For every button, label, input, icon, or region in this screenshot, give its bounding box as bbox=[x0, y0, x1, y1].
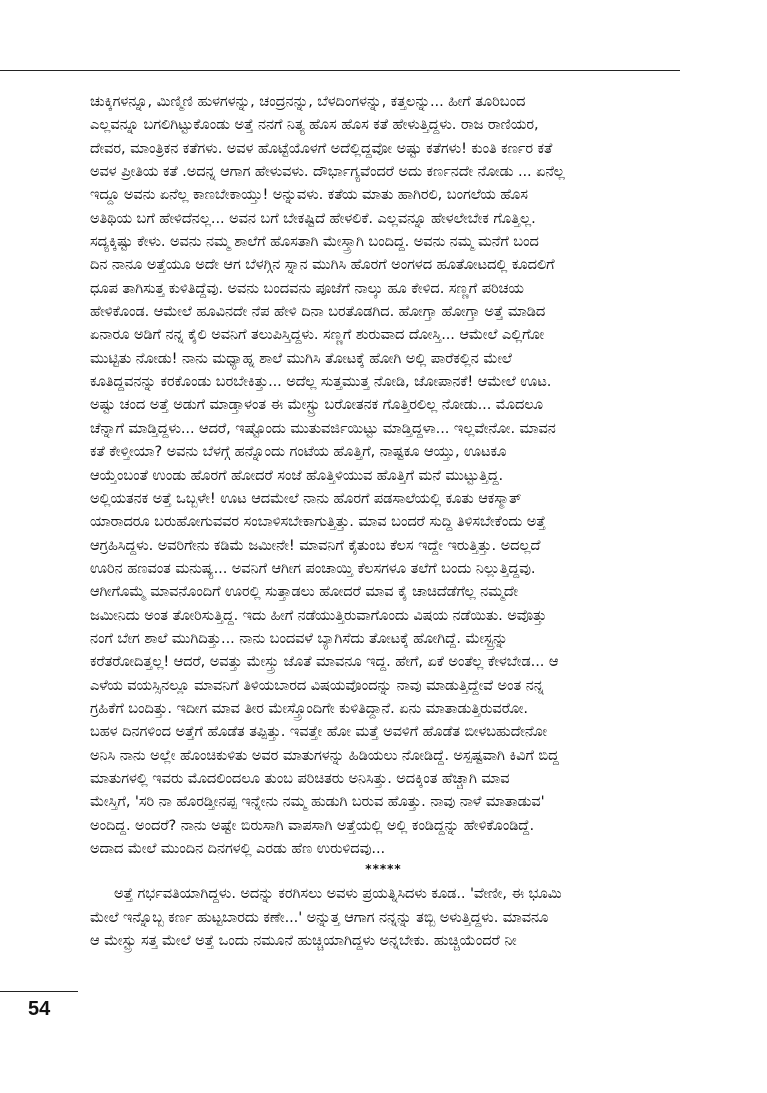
text-line: ಕೂತಿದ್ದವನನ್ನು ಕರಕೊಂಡು ಬರಬೇಕಿತ್ತು... ಅದೆಲ್ಲ ಸುತ್ತಮುತ್ತ ನೋಡಿ, ಜೋಪಾನಕೆ! ಆಮೇಲೆ ಊಟ. bbox=[90, 373, 552, 391]
text-line: ಕರೆತರೋದಿತ್ತಲ್ಲ! ಆದರೆ, ಅವತ್ತು ಮೇಸ್ತ್ರು ಜೊತೆ ಮಾವನೂ ಇದ್ದ. ಹೇಗೆ, ಏಕೆ ಅಂತೆಲ್ಲ ಕೇಳಬೇಡ... ಆ bbox=[90, 653, 559, 671]
text-line: ಅಲ್ಲಿಯತನಕ ಅತ್ತೆ ಒಬ್ಬಳೇ! ಊಟ ಆದಮೇಲೆ ನಾನು ಹೊರಗೆ ಪಡಸಾಲೆಯಲ್ಲಿ ಕೂತು ಆಕಸ್ಮಾತ್ bbox=[90, 489, 522, 507]
text-line: ಚುಕ್ಕಿಗಳನ್ನೂ, ಮಿಣ್ಮಿಣಿ ಹುಳಗಳನ್ನು, ಚಂದ್ರನನ್ನು, ಬೆಳದಿಂಗಳನ್ನು, ಕತ್ತಲನ್ನು... ಹೀಗೆ ತೂರಿಬಂದ bbox=[90, 93, 526, 110]
text-line: ಜಮೀನಿದು ಅಂತ ತೋರಿಸುತ್ತಿದ್ದ. ಇದು ಹೀಗೆ ನಡೆಯುತ್ತಿರುವಾಗೊಂದು ವಿಷಯ ನಡೆಯಿತು. ಅವೊತ್ತು bbox=[90, 606, 547, 624]
text-line: ದಿನ ನಾನೂ ಅತ್ತೆಯೂ ಅದೇ ಆಗ ಬೆಳಗ್ಗಿನ ಸ್ನಾನ ಮುಗಿಸಿ ಹೊರಗೆ ಅಂಗಳದ ಹೂತೋಟದಲ್ಲಿ ಕೂದಲಿಗೆ bbox=[90, 256, 555, 274]
text-line: ಗ್ರಹಿಕೆಗೆ ಬಂದಿತ್ತು. ಇದೀಗ ಮಾವ ತೀರ ಮೇಸ್ತ್ರೊಂದಿಗೇ ಕುಳಿತಿದ್ದಾನೆ. ಏನು ಮಾತಾಡುತ್ತಿರುವರೋ. bbox=[90, 699, 528, 717]
text-line: ಅದಾದ ಮೇಲೆ ಮುಂದಿನ ದಿನಗಳಲ್ಲಿ ಎರಡು ಹೆಣ ಉರುಳಿದವು... bbox=[90, 840, 386, 857]
text-line: ಬಹಳ ದಿನಗಳಿಂದ ಅತ್ತೆಗೆ ಹೊಡೆತ ತಪ್ಪಿತ್ತು. ಇವತ್ತೇ ಹೋ ಮತ್ತೆ ಅವಳಿಗೆ ಹೊಡೆತ ಬೀಳಬಹುದೇನೋ bbox=[90, 723, 547, 741]
text-line: ಯಾರಾದರೂ ಬರುಹೋಗುವವರ ಸಂಬಾಳಿಸಬೇಕಾಗುತ್ತಿತ್ತು. ಮಾವ ಬಂದರೆ ಸುದ್ದಿ ತಿಳಿಸಬೇಕೆಂದು ಅತ್ತೆ bbox=[90, 513, 546, 531]
text-line: ಏನಾರೂ ಅಡಿಗೆ ನನ್ನ ಕೈಲಿ ಅವನಿಗೆ ತಲುಪಿಸ್ತಿದ್ದಳು. ಸಣ್ಣಗೆ ಶುರುವಾದ ದೋಸ್ತಿ... ಆಮೇಲೆ ಎಲ್ಲಿಗೋ bbox=[90, 326, 545, 344]
footer-rule bbox=[0, 991, 78, 992]
text-line: ಕತೆ ಕೇಳ್ತೀಯಾ? ಅವನು ಬೆಳಗ್ಗೆ ಹನ್ನೊಂದು ಗಂಟೆಯ ಹೊತ್ತಿಗೆ, ನಾಷ್ಟಕೂ ಆಯ್ತು, ಊಟಕೂ bbox=[90, 443, 507, 461]
page-body bbox=[90, 90, 677, 952]
text-line: ಊರಿನ ಹಣವಂತ ಮನುಷ್ಯ... ಅವನಿಗೆ ಆಗೀಗ ಪಂಚಾಯ್ತಿ ಕೆಲಸಗಳೂ ತಲೆಗೆ ಬಂದು ನಿಲ್ಲುತ್ತಿದ್ದವು. bbox=[90, 559, 536, 577]
page-number: 54 bbox=[28, 998, 51, 1020]
text-line: ಅನಿಸಿ ನಾನು ಅಲ್ಲೇ ಹೊಂಚಿಕುಳಿತು ಅವರ ಮಾತುಗಳನ್ನು ಹಿಡಿಯಲು ನೋಡಿದ್ದೆ. ಅಸ್ಪಷ್ಟವಾಗಿ ಕಿವಿಗೆ ಬಿದ್ದ bbox=[90, 746, 559, 764]
text-line: ಎಲ್ಲವನ್ನೂ ಬಗಲಿಗಿಟ್ಟುಕೊಂಡು ಅತ್ತೆ ನನಗೆ ನಿತ್ಯ ಹೊಸ ಹೊಸ ಕತೆ ಹೇಳುತ್ತಿದ್ದಳು. ರಾಜ ರಾಣಿಯರ, bbox=[90, 116, 539, 134]
text-line: ಅತ್ತೆ ಗರ್ಭವತಿಯಾಗಿದ್ದಳು. ಅದನ್ನು ಕರಗಿಸಲು ಅವಳು ಪ್ರಯತ್ನಿಸಿದಳು ಕೂಡ.. 'ವೇಣೀ, ಈ ಭೂಮಿ bbox=[114, 885, 562, 903]
section-separator: ***** bbox=[365, 862, 402, 877]
header-rule bbox=[0, 70, 680, 71]
text-line: ಆಯ್ತೆಂಬಂತೆ ಉಂಡು ಹೊರಗೆ ಹೋದರೆ ಸಂಜೆ ಹೊತ್ತಿಳಿಯುವ ಹೊತ್ತಿಗೆ ಮನೆ ಮುಟ್ಟುತ್ತಿದ್ದ. bbox=[90, 466, 504, 484]
paragraph-1 bbox=[90, 90, 677, 860]
text-line: ಅವಳ ಪ್ರೀತಿಯ ಕತೆ .ಅದನ್ನ ಆಗಾಗ ಹೇಳುವಳು. ದೌರ್ಭಾಗ್ಯವೆಂದರೆ ಅದು ಕರ್ಣನದೇ ನೋಡು ... ಏನೆಲ್ಲ bbox=[90, 163, 565, 181]
text-line: ಎಳೆಯ ವಯಸ್ಸಿನಲ್ಲೂ ಮಾವನಿಗೆ ತಿಳಿಯಬಾರದ ವಿಷಯವೊಂದನ್ನು ನಾವು ಮಾಡುತ್ತಿದ್ದೇವೆ ಅಂತ ನನ್ನ bbox=[90, 676, 544, 694]
text-line: ನಂಗೆ ಬೇಗ ಶಾಲೆ ಮುಗಿದಿತ್ತು... ನಾನು ಬಂದವಳೆ ಬ್ಯಾಗಿಸೆದು ತೋಟಕ್ಕೆ ಹೋಗಿದ್ದೆ. ಮೇಸ್ಟ್ರನ್ನು bbox=[90, 629, 508, 647]
text-line: ಧೂಪ ತಾಗಿಸುತ್ತ ಕುಳಿತಿದ್ದೆವು. ಅವನು ಬಂದವನು ಪೂಜೆಗೆ ನಾಲ್ಕು ಹೂ ಕೇಳಿದ. ಸಣ್ಣಗೆ ಪರಿಚಯ bbox=[90, 279, 524, 297]
text-line: ಚೆನ್ನಾಗೆ ಮಾಡ್ತಿದ್ದಳು... ಆದರೆ, ಇಷ್ಟೊಂದು ಮುತುವರ್ಜಿಯಿಟ್ಟು ಮಾಡ್ತಿದ್ದಳಾ... ಇಲ್ಲವೇನೋ. ಮಾವನ bbox=[90, 419, 556, 437]
text-line: ಅಷ್ಟು ಚಂದ ಅತ್ತೆ ಅಡುಗೆ ಮಾಡ್ತಾಳಂತ ಈ ಮೇಸ್ಟ್ರು ಬರೋತನಕ ಗೊತ್ತಿರಲಿಲ್ಲ ನೋಡು... ಮೊದಲೂ bbox=[90, 396, 543, 414]
text-line: ಸದ್ಯಕ್ಕಿಷ್ಟು ಕೇಳು. ಅವನು ನಮ್ಮ ಶಾಲೆಗೆ ಹೊಸತಾಗಿ ಮೇಸ್ತ್ರಾಗಿ ಬಂದಿದ್ದ. ಅವನು ನಮ್ಮ ಮನೆಗೆ ಬಂದ bbox=[90, 233, 539, 251]
text-line: ಹೇಳಿಕೊಂಡ. ಆಮೇಲೆ ಹೂವಿನದೇ ನೆಪ ಹೇಳಿ ದಿನಾ ಬರತೊಡಗಿದ. ಹೋಗ್ತಾ ಹೋಗ್ತಾ ಅತ್ತೆ ಮಾಡಿದ bbox=[90, 303, 546, 321]
text-line: ಆಗ್ರಹಿಸಿದ್ದಳು. ಅವರಿಗೇನು ಕಡಿಮೆ ಜಮೀನೇ! ಮಾವನಿಗೆ ಕೈತುಂಬ ಕೆಲಸ ಇದ್ದೇ ಇರುತ್ತಿತ್ತು. ಅದಲ್ಲದೆ bbox=[90, 536, 541, 554]
text-line: ಅತಿಥಿಯ ಬಗೆ ಹೇಳಿದೆನಲ್ಲ... ಅವನ ಬಗೆ ಬೇಕಷ್ಟಿದೆ ಹೇಳಲಿಕೆ. ಎಲ್ಲವನ್ನೂ ಹೇಳಲೇಬೇಕ ಗೊತ್ತಿಲ್ಲ. bbox=[90, 209, 536, 227]
paragraph-2 bbox=[90, 882, 677, 952]
text-line: ಮಾತುಗಳಲ್ಲಿ ಇವರು ಮೊದಲಿಂದಲೂ ತುಂಬ ಪರಿಚಿತರು ಅನಿಸಿತ್ತು. ಅದಕ್ಕಿಂತ ಹೆಚ್ಚಾಗಿ ಮಾವ bbox=[90, 769, 510, 787]
text-line: ಅಂದಿದ್ದ. ಅಂದರೆ? ನಾನು ಅಷ್ಟೇ ಬಿರುಸಾಗಿ ವಾಪಸಾಗಿ ಅತ್ತೆಯಲ್ಲಿ ಅಲ್ಲಿ ಕಂಡಿದ್ದನ್ನು ಹೇಳಿಕೊಂಡಿದ್ದೆ. bbox=[90, 816, 535, 834]
text-line: ಆ ಮೇಸ್ಟ್ರು ಸತ್ತ ಮೇಲೆ ಅತ್ತೆ ಒಂದು ನಮೂನೆ ಹುಚ್ಚಿಯಾಗಿದ್ದಳು ಅನ್ನಬೇಕು. ಹುಚ್ಚಿಯೆಂದರೆ ನೀ bbox=[90, 932, 517, 950]
text-line: ಮುಟ್ಟಿತು ನೋಡು! ನಾನು ಮಧ್ಯಾಹ್ನ ಶಾಲೆ ಮುಗಿಸಿ ತೋಟಕ್ಕೆ ಹೋಗಿ ಅಲ್ಲಿ ಪಾರೆಕಲ್ಲಿನ ಮೇಲೆ bbox=[90, 349, 512, 367]
text-line: ಮೇಲೆ ಇನ್ನೊಬ್ಬ ಕರ್ಣ ಹುಟ್ಟಬಾರದು ಕಣೇ...' ಅನ್ನುತ್ತ ಆಗಾಗ ನನ್ನನ್ನು ತಬ್ಬಿ ಅಳುತ್ತಿದ್ದಳು. ಮಾವನೂ bbox=[90, 908, 549, 926]
text-line: ಇದ್ದೂ ಅವನು ಏನೆಲ್ಲ ಕಾಣಬೇಕಾಯ್ತು! ಅನ್ನುವಳು. ಕತೆಯ ಮಾತು ಹಾಗಿರಲಿ, ಬಂಗಲೆಯ ಹೊಸ bbox=[90, 186, 528, 204]
text-line: ದೇವರ, ಮಾಂತ್ರಿಕನ ಕತೆಗಳು. ಅವಳ ಹೊಟ್ಟೆಯೊಳಗೆ ಅದೆಲ್ಲಿದ್ದವೋ ಅಷ್ಟು ಕತೆಗಳು! ಕುಂತಿ ಕರ್ಣರ ಕತೆ bbox=[90, 139, 553, 157]
text-line: ಆಗೀಗೊಮ್ಮೆ ಮಾವನೊಂದಿಗೆ ಊರಲ್ಲಿ ಸುತ್ತಾಡಲು ಹೋದರೆ ಮಾವ ಕೈ ಚಾಚಿದೆಡೆಗೆಲ್ಲ ನಮ್ಮದೇ bbox=[90, 583, 519, 601]
text-line: ಮೇಸ್ತಿಗೆ, 'ಸರಿ ನಾ ಹೊರಡ್ತೀನಪ್ಪ ಇನ್ನೇನು ನಮ್ಮ ಹುಡುಗಿ ಬರುವ ಹೊತ್ತು. ನಾವು ನಾಳೆ ಮಾತಾಡುವ' bbox=[90, 793, 545, 811]
